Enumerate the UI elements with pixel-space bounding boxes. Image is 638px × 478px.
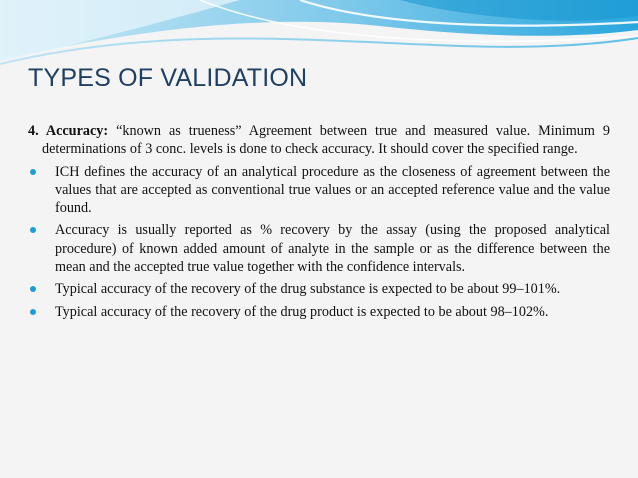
slide-title: TYPES OF VALIDATION — [28, 64, 308, 92]
bullet-dot-icon — [30, 227, 36, 233]
slide-body — [28, 122, 610, 325]
bullet-dot-icon — [30, 309, 36, 315]
bullet-item — [28, 221, 610, 276]
bullet-text: Typical accuracy of the recovery of the drug product is expected to be about 98–102%. — [55, 303, 549, 320]
bullet-item — [28, 163, 610, 218]
bullet-item — [28, 280, 610, 298]
bullet-text: Typical accuracy of the recovery of the drug substance is expected to be about 99–101%. — [55, 281, 561, 298]
bullet-dot-icon — [30, 169, 36, 175]
accuracy-label: 4. Accuracy: — [28, 123, 109, 139]
bullet-dot-icon — [30, 286, 36, 292]
accuracy-definition — [28, 122, 610, 159]
bullet-text: ICH defines the accuracy of an analytical procedure as the closeness of agreement between the values that are accepted as conventional true values or an accepted reference value and the value found. — [55, 163, 610, 217]
bullet-text: Accuracy is usually reported as % recovery by the assay (using the proposed analytical procedure) of known added amount of analyte in the sample or as the difference between the mean and the accepted true value together with the confidence intervals. — [55, 222, 610, 276]
bullet-item — [28, 303, 610, 321]
accuracy-definition-text: “known as trueness” Agreement between true and measured value. Minimum 9 determinations of 3 conc. levels is done to check accuracy. It should cover the specified range. — [42, 123, 611, 158]
